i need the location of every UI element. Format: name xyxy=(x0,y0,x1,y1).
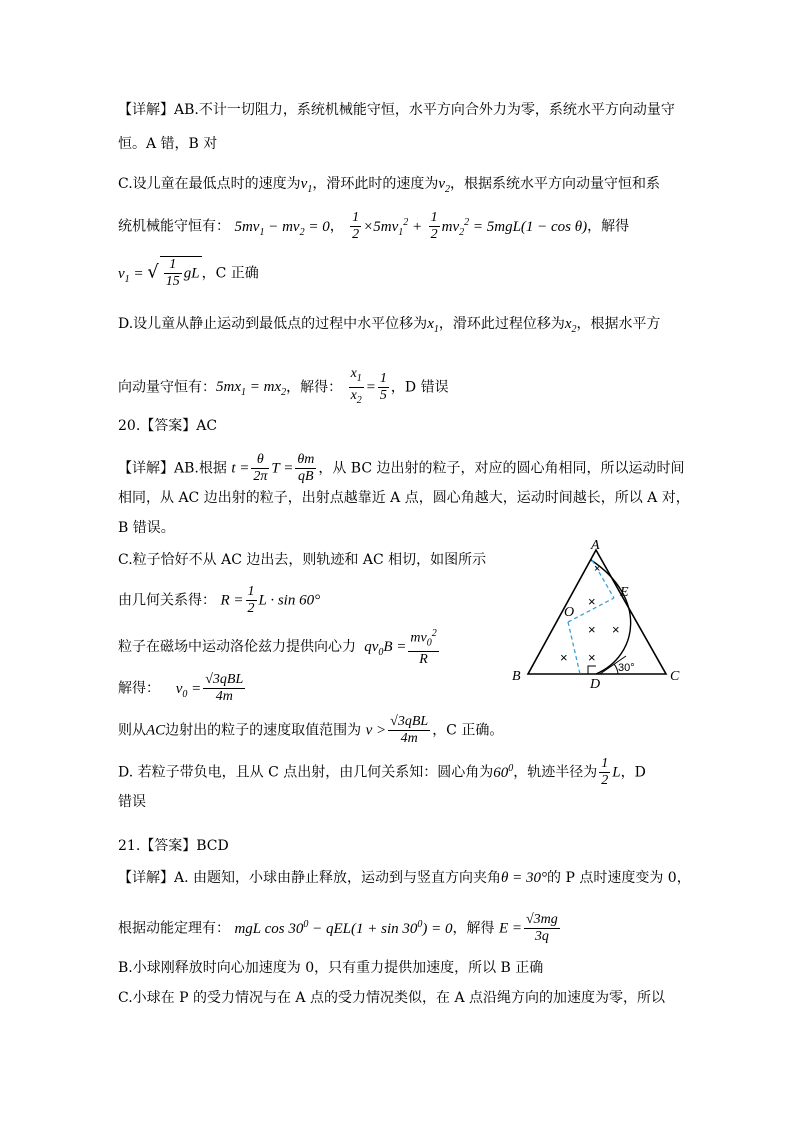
formula: $\frac{\theta}{2\pi}$ xyxy=(253,452,268,484)
field-mark: × xyxy=(588,622,596,637)
text: 相同，从 AC 边出射的粒子，出射点越靠近 A 点，圆心角越大，运动时间越长，所以 A 对， xyxy=(118,490,690,506)
right-angle-mark xyxy=(588,666,596,674)
text: ，根据系统水平方向动量守恒和系 xyxy=(450,176,661,192)
detail-21-a-eq xyxy=(118,912,562,945)
formula: = xyxy=(365,379,376,396)
text: B.小球刚释放时向心加速度为 0，只有重力提供加速度，所以 B 正确 xyxy=(118,960,544,976)
formula: L xyxy=(612,764,621,781)
detail-19-c-eq: 统机械能守恒有： $5mv_1 - mv_2 = 0$， $\frac{1}{2}$ $\times 5mv_1^2$ + $\frac{1}{2}$ $mv_2^2 = 5mgL(1 - \cos \theta)$，解得 xyxy=(118,210,630,242)
text: ，滑环此过程位移为 xyxy=(438,316,565,332)
formula: $\times 5mv_1^2$ + xyxy=(363,216,423,238)
formula: $qv_0B$ = xyxy=(360,639,407,659)
detail-21-c xyxy=(118,988,665,1008)
text: 【详解】A. 由题知，小球由静止释放，运动到与竖直方向夹角 xyxy=(118,870,502,886)
detail-20-d-end xyxy=(118,792,146,812)
detail-20-c xyxy=(118,550,486,570)
formula: $\frac{1}{5}$ xyxy=(379,370,387,403)
formula: $\frac{x_1}{x_2}$ xyxy=(350,366,362,406)
text: ，D xyxy=(620,764,646,781)
label-d: D xyxy=(590,677,601,688)
text: ，根据水平方 xyxy=(576,316,661,332)
label-a: A xyxy=(591,538,600,553)
formula: R = xyxy=(220,592,244,609)
formula: AC xyxy=(146,722,166,739)
detail-20-ab-cont xyxy=(118,488,690,508)
formula: $5mv_1 - mv_2 = 0$ xyxy=(234,218,330,238)
formula: $\frac{√3mg}{3q}$ xyxy=(525,912,558,944)
text: B 错误。 xyxy=(118,520,175,536)
formula: t = xyxy=(231,460,250,477)
formula: $\frac{mv_0^2}{R}$ xyxy=(410,628,437,668)
detail-20-ab-end xyxy=(118,518,175,538)
formula: $x_1$ xyxy=(427,316,439,335)
text: C.设儿童在最低点时的速度为 xyxy=(118,176,301,192)
text: ，解得： xyxy=(286,379,343,396)
text: 粒子在磁场中运动洛伦兹力提供向心力 xyxy=(118,639,356,656)
text: 错误 xyxy=(118,794,146,810)
detail-20-c-range xyxy=(118,714,503,747)
text: 则从 xyxy=(118,722,146,739)
formula: θ = 30° xyxy=(501,870,548,886)
formula: $\frac{1}{2}$ xyxy=(601,756,609,788)
detail-19-ab xyxy=(118,100,675,120)
triangle-figure xyxy=(508,538,688,688)
formula: T = xyxy=(271,460,294,477)
text: 【详解】AB.根据 xyxy=(118,460,227,477)
label-c: C xyxy=(670,669,680,684)
text: 恒。A 错，B 对 xyxy=(118,136,218,152)
formula: $\frac{1}{2}$ xyxy=(352,210,360,242)
formula: $v_2$ xyxy=(438,176,451,195)
formula: $\frac{1}{2}$ xyxy=(247,584,255,616)
formula: L · sin 60° xyxy=(258,592,321,609)
detail-19-c xyxy=(118,174,660,200)
radius-od xyxy=(568,622,580,674)
text: ，解得 xyxy=(587,218,630,235)
formula: $mv_2^2 = 5mgL(1 - \cos \theta)$ xyxy=(441,216,588,238)
detail-19-d-eq xyxy=(118,366,449,409)
detail-19-ab-cont xyxy=(118,134,217,154)
label-o: O xyxy=(564,605,575,620)
formula: $\frac{\text{√3qBL}}{4m}$ xyxy=(390,714,429,746)
answer-20 xyxy=(118,416,217,436)
detail-20-c-force xyxy=(118,626,441,668)
text: ，从 BC 边出射的粒子，对应的圆心角相同，所以运动时间 xyxy=(318,460,685,477)
formula: $x_2$ xyxy=(564,316,577,335)
text: 由几何关系得： xyxy=(118,592,216,609)
label-e: E xyxy=(620,585,629,600)
text: 【详解】AB.不计一切阻力，系统机械能守恒，水平方向合外力为零，系统水平方向动量守 xyxy=(118,102,675,118)
text: ，轨迹半径为 xyxy=(513,764,598,781)
text: ，C 正确。 xyxy=(432,722,504,739)
detail-20-ab xyxy=(118,452,685,485)
formula: $v_1$ = xyxy=(118,265,148,285)
field-mark: × xyxy=(588,650,596,665)
text: ，C 正确 xyxy=(201,265,259,282)
text: C.小球在 P 的受力情况与在 A 点的受力情况类似，在 A 点沿绳方向的加速度为零，所以 xyxy=(118,990,666,1006)
sqrt-symbol: √ xyxy=(147,261,159,283)
formula: mgL $\cos 30^0 - qEL(1 + \sin 30^0) = 0$ xyxy=(234,918,453,937)
text: ，D 错误 xyxy=(390,379,449,396)
detail-21-a xyxy=(118,868,691,888)
text: 向动量守恒有： xyxy=(118,379,216,396)
text: C.粒子恰好不从 AC 边出去，则轨迹和 AC 相切，如图所示 xyxy=(118,552,487,568)
formula: $\frac{1}{15}$ gL xyxy=(160,256,202,290)
formula: $v_1$ xyxy=(300,176,313,195)
field-mark: × xyxy=(588,594,596,609)
formula: E = xyxy=(498,920,522,937)
angle-label: 30° xyxy=(618,662,635,674)
text: 21.【答案】BCD xyxy=(118,838,229,854)
detail-19-d xyxy=(118,314,661,340)
text: 根据动能定理有： xyxy=(118,920,230,937)
text: ，滑环此时的速度为 xyxy=(312,176,439,192)
text: 边射出的粒子的速度取值范围为 xyxy=(165,722,362,739)
text: 20.【答案】AC xyxy=(118,418,218,434)
formula: $60^0$ xyxy=(493,762,514,781)
detail-19-c-result xyxy=(118,256,259,290)
detail-20-d xyxy=(118,756,646,789)
text: ，解得 xyxy=(452,920,495,937)
label-b: B xyxy=(512,669,521,684)
text: 解得： xyxy=(118,680,160,697)
field-mark: × xyxy=(612,622,620,637)
field-mark: × xyxy=(594,563,601,575)
formula: $\frac{\text{√3qBL}}{4m}$ xyxy=(205,672,244,704)
text: 的 P 点时速度变为 0， xyxy=(547,870,691,886)
formula: $v_0$ = xyxy=(164,680,202,700)
answer-21 xyxy=(118,836,229,856)
formula: $\frac{1}{2}$ xyxy=(430,210,438,242)
text: 统机械能守恒有： xyxy=(118,218,230,235)
text: D. 若粒子带负电，且从 C 点出射，由几何关系知：圆心角为 xyxy=(118,764,494,781)
detail-20-c-solve xyxy=(118,672,247,705)
detail-21-b xyxy=(118,958,543,978)
formula: $\frac{\theta m}{qB}$ xyxy=(297,452,315,484)
field-mark: × xyxy=(560,650,568,665)
text: D.设儿童从静止运动到最低点的过程中水平位移为 xyxy=(118,316,428,332)
detail-20-c-geom xyxy=(118,584,320,617)
formula: v > xyxy=(365,722,387,739)
formula: $5mx_1 = mx_2$ xyxy=(216,379,287,399)
